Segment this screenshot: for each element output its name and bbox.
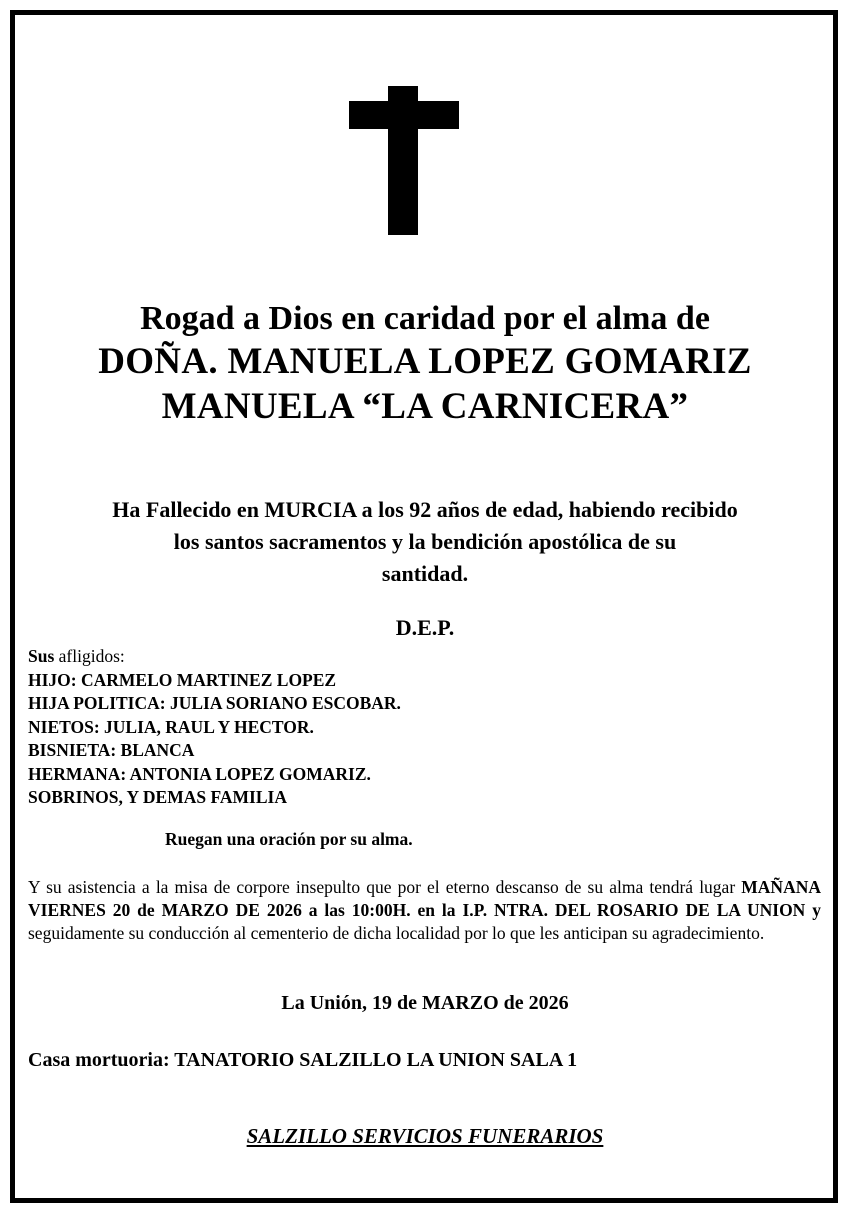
mass-date-place: MAÑANA VIERNES 20 de MARZO DE 2026 a las 10:00H. en la I.P. NTRA. DEL ROSARIO DE LA UNION y <box>28 877 821 920</box>
mass-details <box>28 876 821 945</box>
intro-line: Rogad a Dios en caridad por el alma de <box>140 300 710 337</box>
mass-text-1: Y su asistencia a la misa de corpore insepulto que por el eterno descanso de su alma tendrá lugar <box>28 877 742 897</box>
family-member: HIJA POLITICA: JULIA SORIANO ESCOBAR. <box>28 693 401 713</box>
place-date: La Unión, 19 de MARZO de 2026 <box>281 992 569 1014</box>
family-heading-rest: afligidos: <box>54 646 125 666</box>
death-notice-line-1: Ha Fallecido en MURCIA a los 92 años de edad, habiendo recibido <box>112 497 738 522</box>
death-notice <box>40 494 810 590</box>
deceased-alias: MANUELA “LA CARNICERA” <box>161 386 689 427</box>
death-notice-line-3: santidad. <box>381 561 469 586</box>
dep-label: D.E.P. <box>395 615 455 640</box>
family-member: BISNIETA: BLANCA <box>28 740 195 760</box>
family-member: HERMANA: ANTONIA LOPEZ GOMARIZ. <box>28 763 371 784</box>
obituary-border <box>10 10 838 1203</box>
mass-text-2: seguidamente su conducción al cementerio de dicha localidad por lo que les anticipan su agradecimiento. <box>28 923 765 943</box>
family-heading <box>28 645 401 669</box>
mortuary-info: Casa mortuoria: TANATORIO SALZILLO LA UNION SALA 1 <box>28 1049 578 1071</box>
family-list <box>28 645 401 810</box>
family-member: SOBRINOS, Y DEMAS FAMILIA <box>28 787 287 807</box>
family-member: HIJO: CARMELO MARTINEZ LOPEZ <box>28 669 337 690</box>
death-notice-line-2: los santos sacramentos y la bendición apostólica de su <box>173 529 677 554</box>
family-heading-bold: Sus <box>28 646 55 666</box>
prayer-request: Ruegan una oración por su alma. <box>165 829 413 849</box>
family-member: NIETOS: JULIA, RAUL Y HECTOR. <box>28 716 314 737</box>
deceased-name: DOÑA. MANUELA LOPEZ GOMARIZ <box>98 341 752 382</box>
funeral-home-signature: SALZILLO SERVICIOS FUNERARIOS <box>246 1124 604 1148</box>
